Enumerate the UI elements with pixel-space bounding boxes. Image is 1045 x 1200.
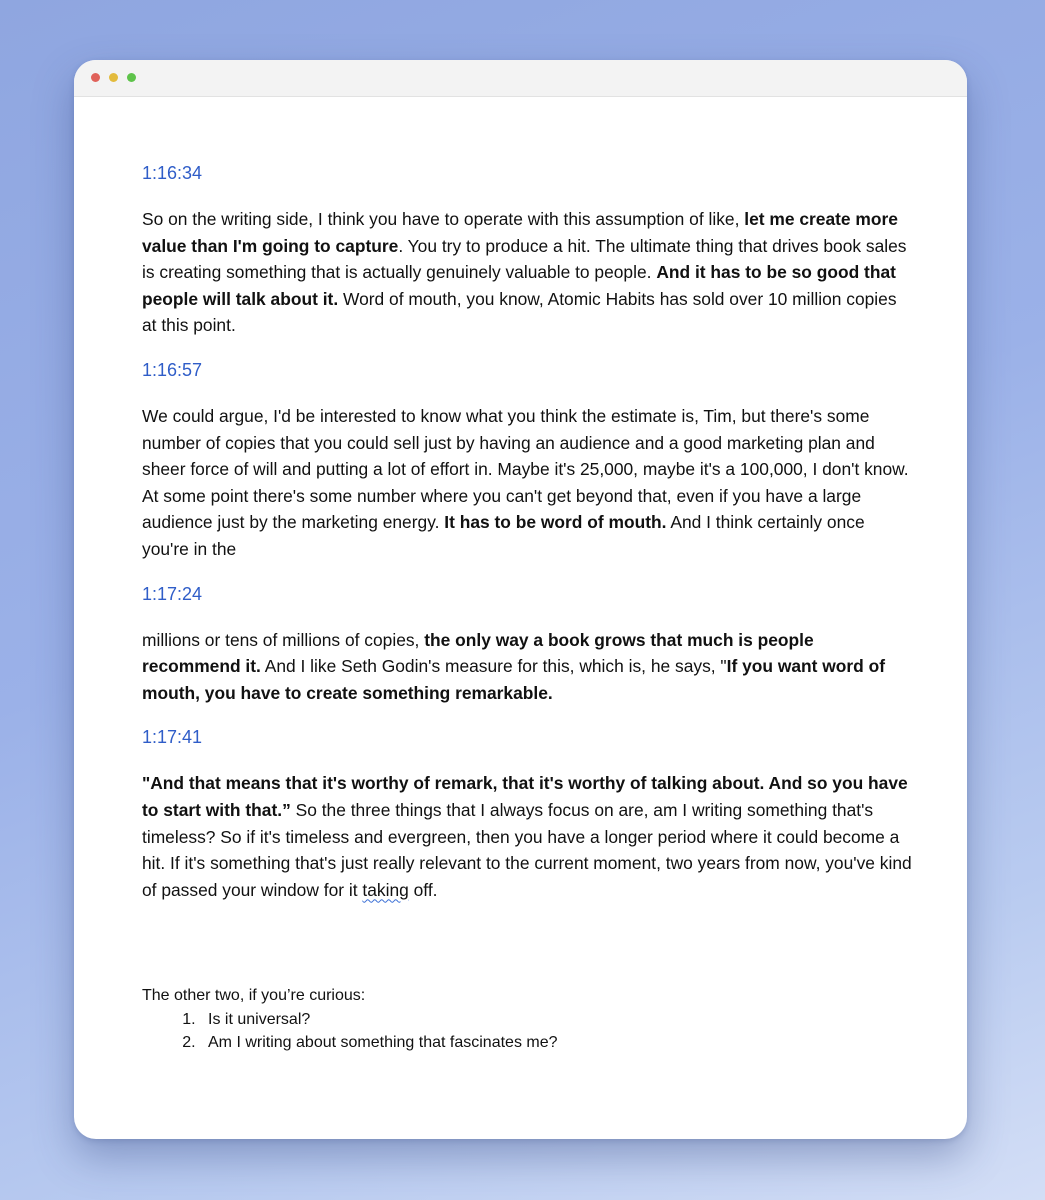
text-segment: millions or tens of millions of copies, — [142, 629, 425, 650]
timestamp[interactable]: 1:16:34 — [142, 163, 203, 183]
text-segment: We could argue, I'd be interested to know what you think the estimate is, Tim, but there's some number of copies that you could sell just by having an audience and a good marketing plan and sheer force of will and putting a lot of effort in. Maybe it's 25,000, maybe it's a 100,000, I don't know. At some point there's some number where you can't get beyond that, even if you have a large audience just by the marketing energy. — [142, 405, 909, 533]
text-segment: So the three things that I always focus on are, am I writing something that's timeless? So if it's timeless and evergreen, then you have a longer period where it could become a hit. If it's something that's just really relevant to the current moment, two years from now, you've kind of passed your window for it — [142, 799, 912, 900]
transcript-paragraph — [142, 770, 912, 903]
text-segment: Word of mouth, you know, Atomic Habits has sold over 10 million copies at this point. — [142, 288, 897, 336]
text-segment: And I think certainly once you're in the — [142, 512, 865, 559]
bold-segment: "And that means that it's worthy of remark, that it's worthy of talking about. And so you have to start with that.” — [142, 773, 908, 820]
maximize-window-button[interactable] — [127, 73, 136, 82]
follow-up-note — [142, 984, 558, 1055]
bold-segment: let me create more value than I'm going to capture — [142, 209, 898, 256]
minimize-window-button[interactable] — [109, 73, 118, 82]
text-segment: So on the writing side, I think you have to operate with this assumption of like, — [142, 209, 745, 229]
spellcheck-flagged-word[interactable]: taking — [362, 879, 409, 900]
bold-segment: And it has to be so good that people will talk about it. — [142, 262, 896, 309]
timestamp[interactable]: 1:16:57 — [142, 359, 203, 380]
timestamp[interactable]: 1:17:41 — [142, 727, 203, 748]
numbered-list — [142, 1008, 558, 1055]
document-window — [74, 60, 967, 1139]
text-segment: off. — [408, 879, 438, 900]
transcript-paragraph — [142, 403, 912, 563]
transcript-paragraph — [142, 206, 912, 339]
note-intro: The other two, if you’re curious: — [142, 987, 366, 1004]
transcript-content — [142, 160, 912, 921]
bold-segment: It has to be word of mouth. — [444, 512, 667, 533]
timestamp[interactable]: 1:17:24 — [142, 583, 203, 604]
text-segment: . You try to produce a hit. The ultimate thing that drives book sales is creating something that is actually genuinely valuable to people. — [142, 235, 907, 283]
bold-segment: If you want word of mouth, you have to create something remarkable. — [142, 656, 886, 703]
list-item: 1. Is it universal? — [200, 1008, 558, 1032]
window-titlebar — [74, 60, 967, 97]
text-segment: And I like Seth Godin's measure for this, which is, he says, " — [260, 656, 727, 677]
transcript-paragraph — [142, 627, 912, 707]
list-item: 2. Am I writing about something that fascinates me? — [200, 1031, 558, 1055]
bold-segment: the only way a book grows that much is people recommend it. — [142, 629, 814, 677]
close-window-button[interactable] — [91, 73, 100, 82]
